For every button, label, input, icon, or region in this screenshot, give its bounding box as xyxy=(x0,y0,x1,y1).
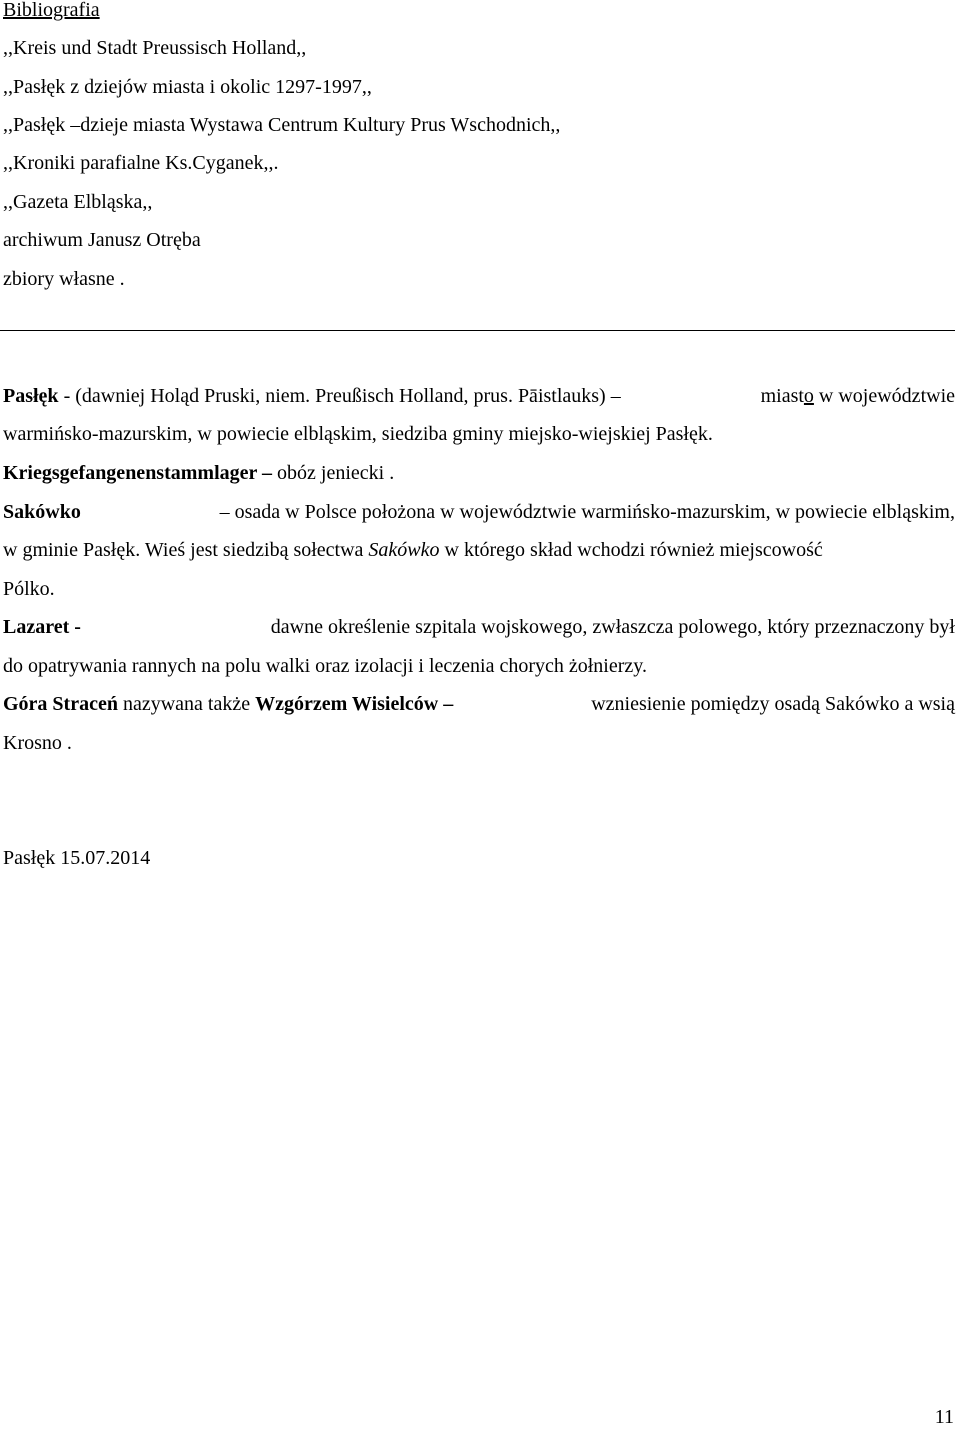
definition-gora-line2: Krosno . xyxy=(3,732,72,754)
place-date: Pasłęk 15.07.2014 xyxy=(3,847,151,869)
bibliography-item: ,,Pasłęk z dziejów miasta i okolic 1297-1997,, xyxy=(3,76,372,98)
definition-sakowko-line3: Pólko. xyxy=(3,578,55,600)
term-gora: Góra Straceń xyxy=(3,693,118,715)
term-wisielcow: Wzgórzem Wisielców – xyxy=(255,693,454,715)
definition-sakowko-line1: – osada w Polsce położona w województwie warmińsko-mazurskim, w powiecie elbląskim, xyxy=(219,501,955,523)
text-span: w województwie xyxy=(813,385,955,407)
text-span: w którego skład wchodzi również miejscowość xyxy=(439,539,823,561)
text-span: o xyxy=(803,385,814,407)
definition-paslek: - (dawniej Holąd Pruski, niem. Preußisch Holland, prus. Pāistlauks) – xyxy=(58,385,621,407)
bibliography-heading: Bibliografia xyxy=(3,0,100,21)
bibliography-item: ,,Pasłęk –dzieje miasta Wystawa Centrum Kultury Prus Wschodnich,, xyxy=(3,114,561,136)
glossary-entry-gora xyxy=(3,692,453,716)
definition-paslek-tail xyxy=(761,384,955,408)
definition-sakowko-line2 xyxy=(3,538,823,562)
text-span: miast xyxy=(760,385,804,407)
definition-gora-line1: wzniesienie pomiędzy osadą Sakówko a wsią xyxy=(591,693,955,715)
page-number: 11 xyxy=(934,1406,954,1428)
bibliography-item: zbiory własne . xyxy=(3,268,125,290)
bibliography-item: ,,Gazeta Elbląska,, xyxy=(3,191,153,213)
glossary-entry-sakowko xyxy=(3,500,81,524)
term-kriegs: Kriegsgefangenenstammlager – xyxy=(3,462,273,484)
text-span: nazywana także xyxy=(117,693,256,715)
term-sakowko: Sakówko xyxy=(3,501,81,523)
bibliography-item: ,,Kroniki parafialne Ks.Cyganek,,. xyxy=(3,152,279,174)
definition-kriegs: obóz jeniecki . xyxy=(272,462,395,484)
glossary-entry-lazaret xyxy=(3,615,81,639)
glossary-entry-kriegs xyxy=(3,461,394,485)
text-span: w gminie Pasłęk. Wieś jest siedzibą sołectwa xyxy=(3,539,369,561)
definition-paslek-line2: warmińsko-mazurskim, w powiecie elbląskim, siedziba gminy miejsko-wiejskiej Pasłęk. xyxy=(3,423,713,445)
term-paslek: Pasłęk xyxy=(3,385,59,407)
text-italic: Sakówko xyxy=(368,539,440,561)
horizontal-rule xyxy=(0,330,955,331)
definition-lazaret-line1: dawne określenie szpitala wojskowego, zwłaszcza polowego, który przeznaczony był xyxy=(270,616,955,638)
bibliography-item: ,,Kreis und Stadt Preussisch Holland,, xyxy=(3,37,307,59)
definition-lazaret-line2: do opatrywania rannych na polu walki oraz izolacji i leczenia chorych żołnierzy. xyxy=(3,655,647,677)
glossary-entry-paslek xyxy=(3,384,955,408)
term-lazaret: Lazaret - xyxy=(3,616,81,638)
bibliography-item: archiwum Janusz Otręba xyxy=(3,229,201,251)
